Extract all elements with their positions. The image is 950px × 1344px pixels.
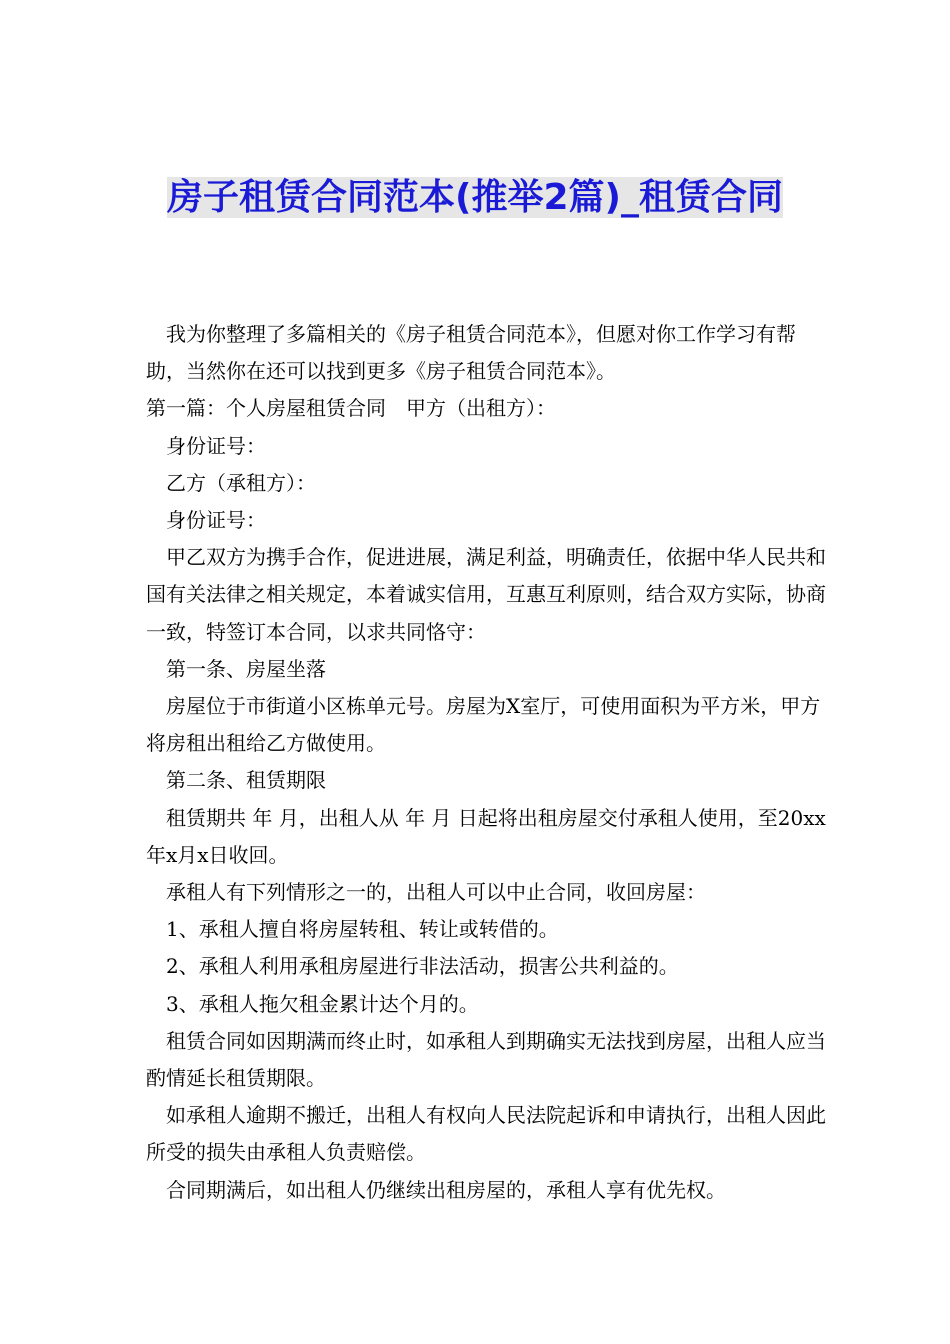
article-one-paragraph: 房屋位于市街道小区栋单元号。房屋为X室厅，可使用面积为平方米，甲方将房租出租给乙方做使用。 (146, 694, 821, 756)
list-item: 3、承租人拖欠租金累计达个月的。 (166, 991, 479, 1016)
list-item: 1、承租人擅自将房屋转租、转让或转借的。 (166, 917, 559, 942)
document-title (140, 172, 810, 224)
expiry-paragraph: 租赁合同如因期满而终止时，如承租人到期确实无法找到房屋，出租人应当酌情延长租赁期限。 (146, 1028, 826, 1091)
intro-paragraph: 我为你整理了多篇相关的《房子租赁合同范本》，但愿对你工作学习有帮助，当然你在还可以找到更多《房子租赁合同范本》。 (146, 322, 796, 384)
lease-term-paragraph: 租赁期共 年 月，出租人从 年 月 日起将出租房屋交付承租人使用，至20xx年x月x日收回。 (146, 805, 826, 867)
party-b-id-line: 身份证号： (166, 508, 266, 533)
preamble-paragraph: 甲乙双方为携手合作，促进进展，满足利益，明确责任，依据中华人民共和国有关法律之相关规定，本着诚实信用，互惠互利原则，结合双方实际，协商一致，特签订本合同，以求共同恪守： (146, 545, 826, 644)
overdue-paragraph: 如承租人逾期不搬迁，出租人有权向人民法院起诉和申请执行，出租人因此所受的损失由承租人负责赔偿。 (146, 1103, 826, 1165)
section-heading-part-one: 第一篇：个人房屋租赁合同 甲方（出租方）： (146, 396, 556, 421)
document-body (146, 316, 826, 1209)
article-two-heading: 第二条、租赁期限 (166, 768, 326, 793)
list-item: 2、承租人利用承租房屋进行非法活动，损害公共利益的。 (166, 954, 679, 979)
article-one-heading: 第一条、房屋坐落 (166, 656, 326, 681)
party-b-line: 乙方（承租方）： (166, 470, 316, 495)
document-title-text: 房子租赁合同范本(推举2篇)_租赁合同 (167, 177, 783, 218)
priority-paragraph: 合同期满后，如出租人仍继续出租房屋的，承租人享有优先权。 (166, 1177, 726, 1202)
termination-intro-paragraph: 承租人有下列情形之一的，出租人可以中止合同，收回房屋： (166, 880, 706, 905)
party-a-id-line: 身份证号： (166, 433, 266, 458)
